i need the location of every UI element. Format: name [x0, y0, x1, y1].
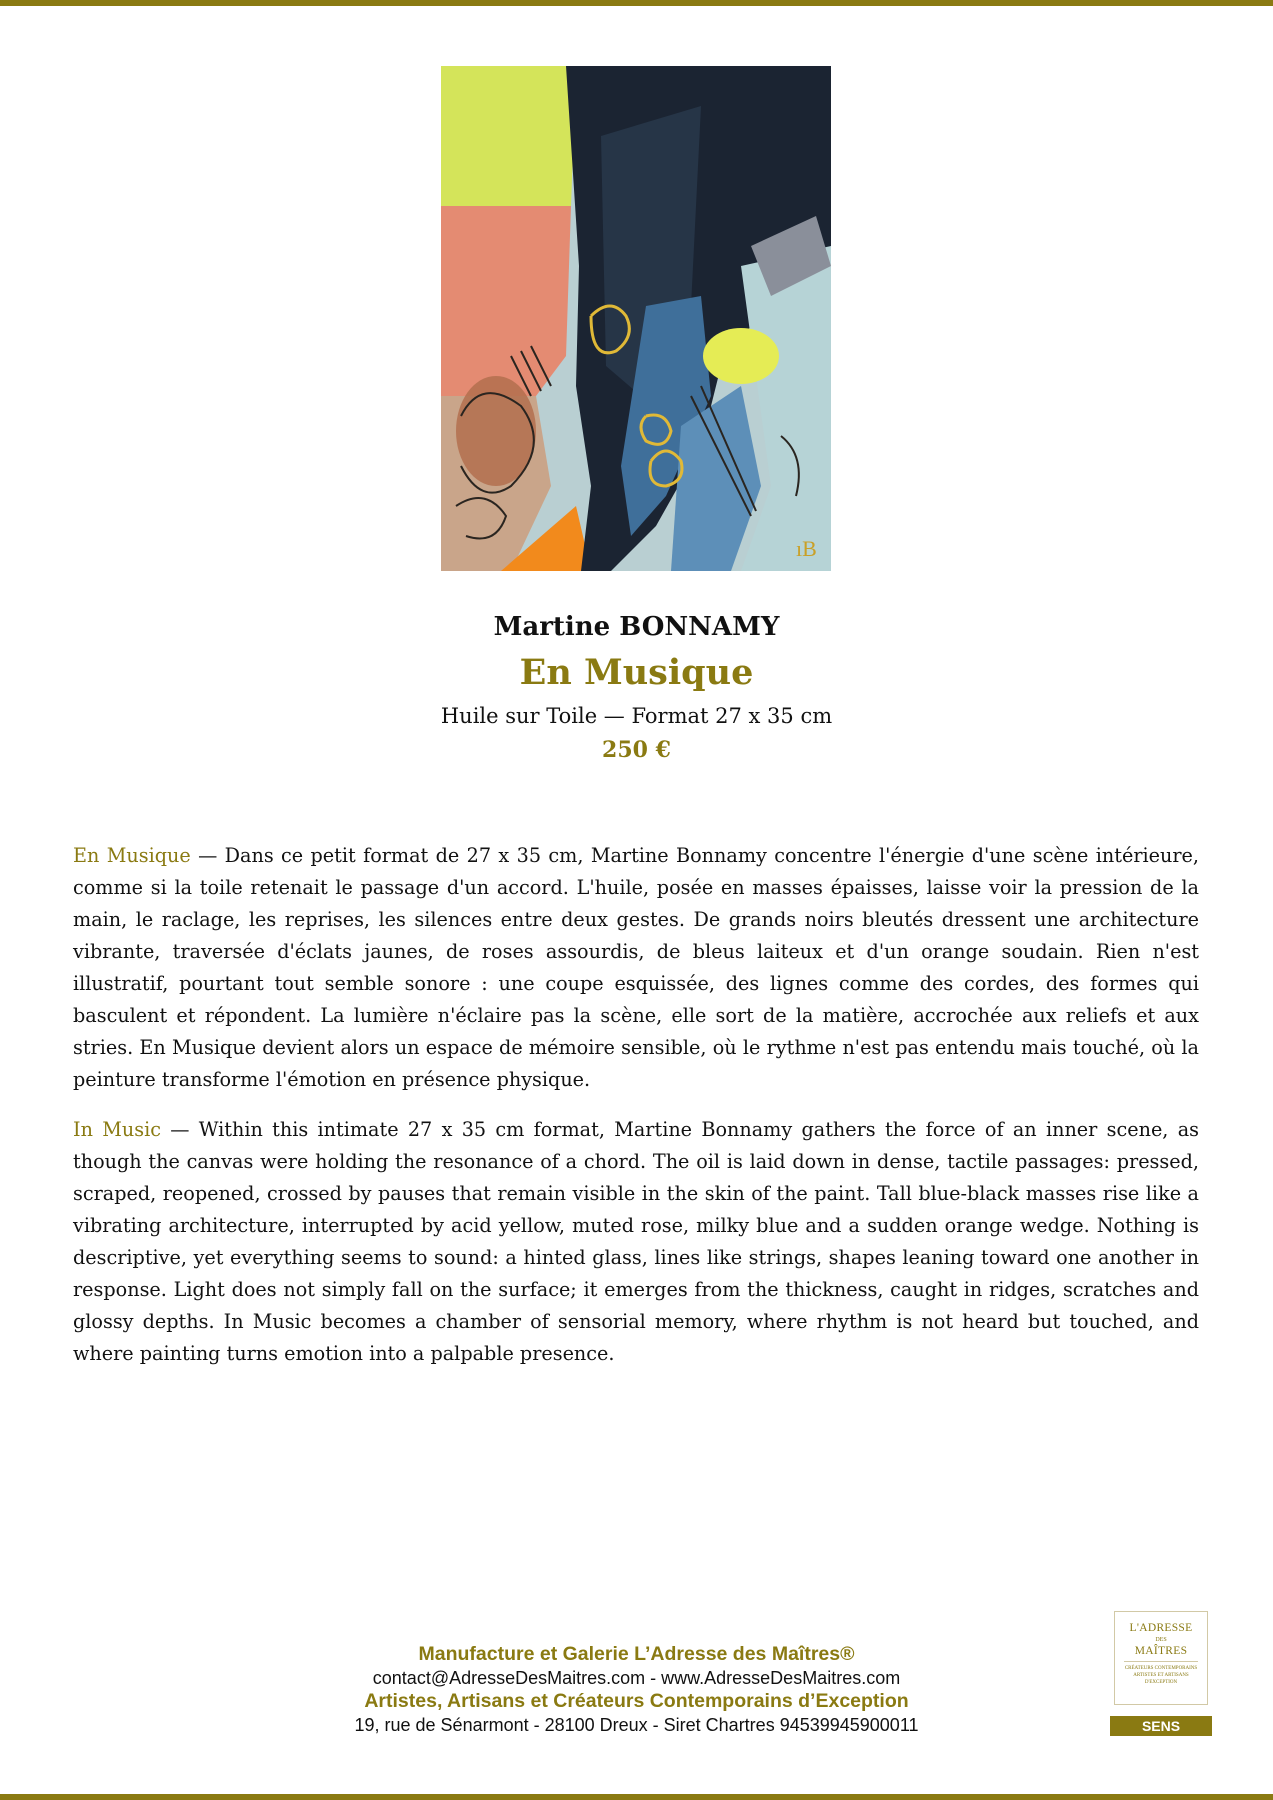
description-french-lead: En Musique	[73, 844, 191, 867]
footer-tagline: Artistes, Artisans et Créateurs Contemporains d’Exception	[364, 1690, 909, 1712]
sens-badge: SENS	[1110, 1716, 1212, 1736]
footer	[240, 1643, 1033, 1737]
footer-contact: contact@AdresseDesMaitres.com - www.AdresseDesMaitres.com	[372, 1667, 901, 1688]
description-english-body: — Within this intimate 27 x 35 cm format, Martine Bonnamy gathers the force of an inner scene, as though the canvas were holding the resonance of a chord. The oil is laid down in dense, tactile passages: pressed, scraped, reopened, crossed by pauses that remain visible in the skin of the paint. Tall blue-black masses rise like a vibrating architecture, interrupted by acid yellow, muted rose, milky blue and a sudden orange wedge. Nothing is descriptive, yet everything seems to sound: a hinted glass, lines like strings, shapes leaning toward one another in response. Light does not simply fall on the surface; it emerges from the thickness, caught in ridges, scratches and glossy depths. In Music becomes a chamber of sensorial memory, where rhythm is not heard but touched, and where painting turns emotion into a palpable presence.	[73, 1118, 1199, 1365]
description-french-body: — Dans ce petit format de 27 x 35 cm, Martine Bonnamy concentre l'énergie d'une scène intérieure, comme si la toile retenait le passage d'un accord. L'huile, posée en masses épaisses, laisse voir la pression de la main, le raclage, les reprises, les silences entre deux gestes. De grands noirs bleutés dressent une architecture vibrante, traversée d'éclats jaunes, de roses assourdis, de bleus laiteux et d'un orange soudain. Rien n'est illustratif, pourtant tout semble sonore : une coupe esquissée, des lignes comme des cordes, des formes qui basculent et répondent. La lumière n'éclaire pas la scène, elle sort de la matière, accrochée aux reliefs et aux stries. En Musique devient alors un espace de mémoire sensible, où le rythme n'est pas entendu mais touché, où la peinture transforme l'émotion en présence physique.	[73, 844, 1199, 1091]
logo-divider	[1124, 1661, 1198, 1662]
logo-line-3: MAÎTRES	[1134, 1645, 1188, 1657]
description-english-lead: In Music	[73, 1118, 161, 1141]
artist-name: Martine BONNAMY	[493, 612, 780, 642]
footer-address: 19, rue de Sénarmont - 28100 Dreux - Siret Chartres 94539945900011	[354, 1714, 919, 1735]
footer-gallery-name: Manufacture et Galerie L’Adresse des Maîtres®	[418, 1643, 855, 1665]
logo-line-2: DES	[1155, 1637, 1167, 1643]
top-accent-bar	[0, 0, 1273, 6]
artwork-medium: Huile sur Toile — Format 27 x 35 cm	[440, 704, 833, 728]
artwork-image	[441, 66, 831, 571]
description-english	[73, 1114, 1199, 1370]
description-french	[73, 840, 1199, 1096]
logo-line-4: CRÉATEURS CONTEMPORAINS ARTISTES ET ARTISANS D'EXCEPTION	[1124, 1666, 1198, 1685]
artwork-title: En Musique	[519, 652, 754, 693]
gallery-logo	[1114, 1611, 1208, 1705]
bottom-accent-bar	[0, 1794, 1273, 1800]
logo-line-1: L'ADRESSE	[1129, 1622, 1193, 1634]
artwork-price: 250 €	[602, 737, 671, 763]
svg-text:ıB: ıB	[796, 536, 817, 561]
